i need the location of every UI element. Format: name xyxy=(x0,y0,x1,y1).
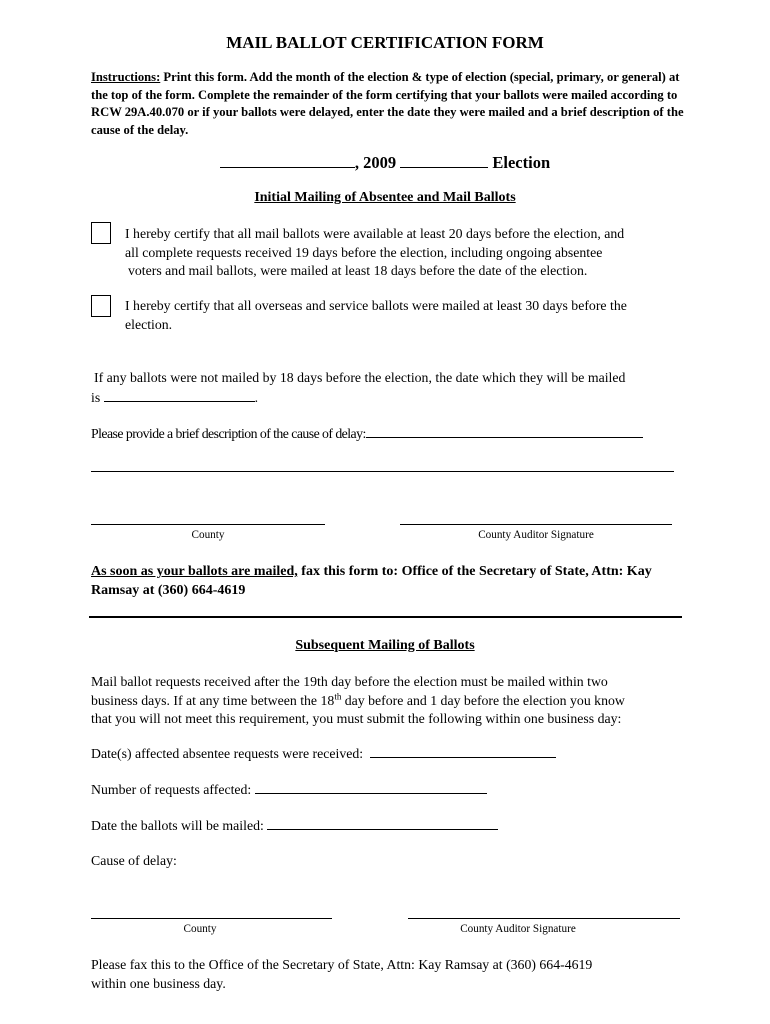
election-type-field[interactable] xyxy=(400,152,488,168)
delay-description xyxy=(91,424,691,444)
certification-1 xyxy=(125,225,685,281)
ballots-mail-date-field[interactable] xyxy=(267,816,498,830)
number-affected-label: Number of requests affected: xyxy=(91,782,252,797)
county-label: County xyxy=(191,529,225,541)
superscript-th: th xyxy=(334,690,342,701)
subsequent-paragraph xyxy=(91,673,701,729)
cause-of-delay-label: Cause of delay: xyxy=(91,853,177,868)
certification-1-line: all complete requests received 19 days before the election, including ongoing absentee xyxy=(125,244,603,260)
fax-instructions xyxy=(91,562,691,600)
auditor-signature-label: County Auditor Signature xyxy=(478,529,594,541)
instructions xyxy=(91,69,691,139)
section-divider xyxy=(89,616,682,618)
instructions-label: Instructions: xyxy=(91,70,161,84)
fax-text: fax this form to: Office of the Secretary of State, Attn: Kay Ramsay at (360) 664-4619 xyxy=(91,564,652,598)
election-word: Election xyxy=(492,153,551,172)
not-mailed-statement xyxy=(91,369,691,407)
auditor-signature-label-2: County Auditor Signature xyxy=(460,923,576,935)
delay-description-field[interactable] xyxy=(366,424,643,438)
final-fax-instructions xyxy=(91,956,711,993)
mail-date-label: Date the ballots will be mailed: xyxy=(91,818,264,833)
election-month-field[interactable] xyxy=(220,152,355,168)
delay-description-line[interactable] xyxy=(91,471,668,472)
certification-2-line: election. xyxy=(125,316,173,332)
form-title: MAIL BALLOT CERTIFICATION FORM xyxy=(226,33,544,52)
certify-mail-ballots-checkbox[interactable] xyxy=(91,222,111,244)
certification-1-line: I hereby certify that all mail ballots were available at least 20 days before the election, and xyxy=(125,226,625,241)
mail-date-row xyxy=(91,816,498,836)
certification-1-line: voters and mail ballots, were mailed at least 18 days before the date of the election. xyxy=(128,263,588,278)
election-year-text: , 2009 xyxy=(354,153,397,172)
auditor-signature-line-2[interactable] xyxy=(408,918,680,919)
subsequent-mailing-heading: Subsequent Mailing of Ballots xyxy=(295,638,475,653)
initial-mailing-heading: Initial Mailing of Absentee and Mail Ballots xyxy=(254,190,516,205)
line-tail xyxy=(668,471,674,472)
county-signature-line[interactable] xyxy=(91,524,325,525)
fax-emphasis: As soon as your ballots are mailed, xyxy=(91,564,298,579)
election-line xyxy=(0,152,770,173)
not-mailed-line: If any ballots were not mailed by 18 days before the election, the date which they will be mailed xyxy=(94,370,626,385)
dates-affected-row xyxy=(91,744,556,764)
not-mailed-line-2 xyxy=(91,388,691,408)
dates-affected-label: Date(s) affected absentee requests were received: xyxy=(91,746,364,761)
instructions-text: Print this form. Add the month of the election & type of election (special, primary, or general) at the top of the form. Complete the remainder of the form certifying that your ballots were mailed according to RCW 29A.40.070 or if your ballots were delayed, enter the date they were mailed and a brief description of the cause of the delay. xyxy=(91,70,684,137)
subsequent-line-2 xyxy=(91,692,701,711)
subsequent-text: day before and 1 day before the election you know xyxy=(341,692,625,708)
number-affected-field[interactable] xyxy=(255,780,487,794)
number-affected-row xyxy=(91,780,487,800)
final-fax-line: Please fax this to the Office of the Secretary of State, Attn: Kay Ramsay at (360) 664-4619 xyxy=(91,957,593,972)
certification-2 xyxy=(125,297,685,334)
subsequent-line: that you will not meet this requirement, you must submit the following within one business day: xyxy=(91,711,622,726)
subsequent-text: business days. If at any time between the 18 xyxy=(91,692,335,708)
county-signature-line-2[interactable] xyxy=(91,918,332,919)
certify-overseas-ballots-checkbox[interactable] xyxy=(91,295,111,317)
delay-label: Please provide a brief description of the cause of delay: xyxy=(91,426,366,441)
auditor-signature-line[interactable] xyxy=(400,524,672,525)
not-mailed-is: is xyxy=(91,389,101,405)
not-mailed-period: . xyxy=(254,389,259,405)
mail-date-field[interactable] xyxy=(104,388,255,402)
subsequent-line: Mail ballot requests received after the 19th day before the election must be mailed within two xyxy=(91,674,608,689)
final-fax-line: within one business day. xyxy=(91,975,226,991)
certification-2-line: I hereby certify that all overseas and service ballots were mailed at least 30 days before the xyxy=(125,298,627,313)
dates-affected-field[interactable] xyxy=(370,744,556,758)
county-label-2: County xyxy=(183,923,217,935)
